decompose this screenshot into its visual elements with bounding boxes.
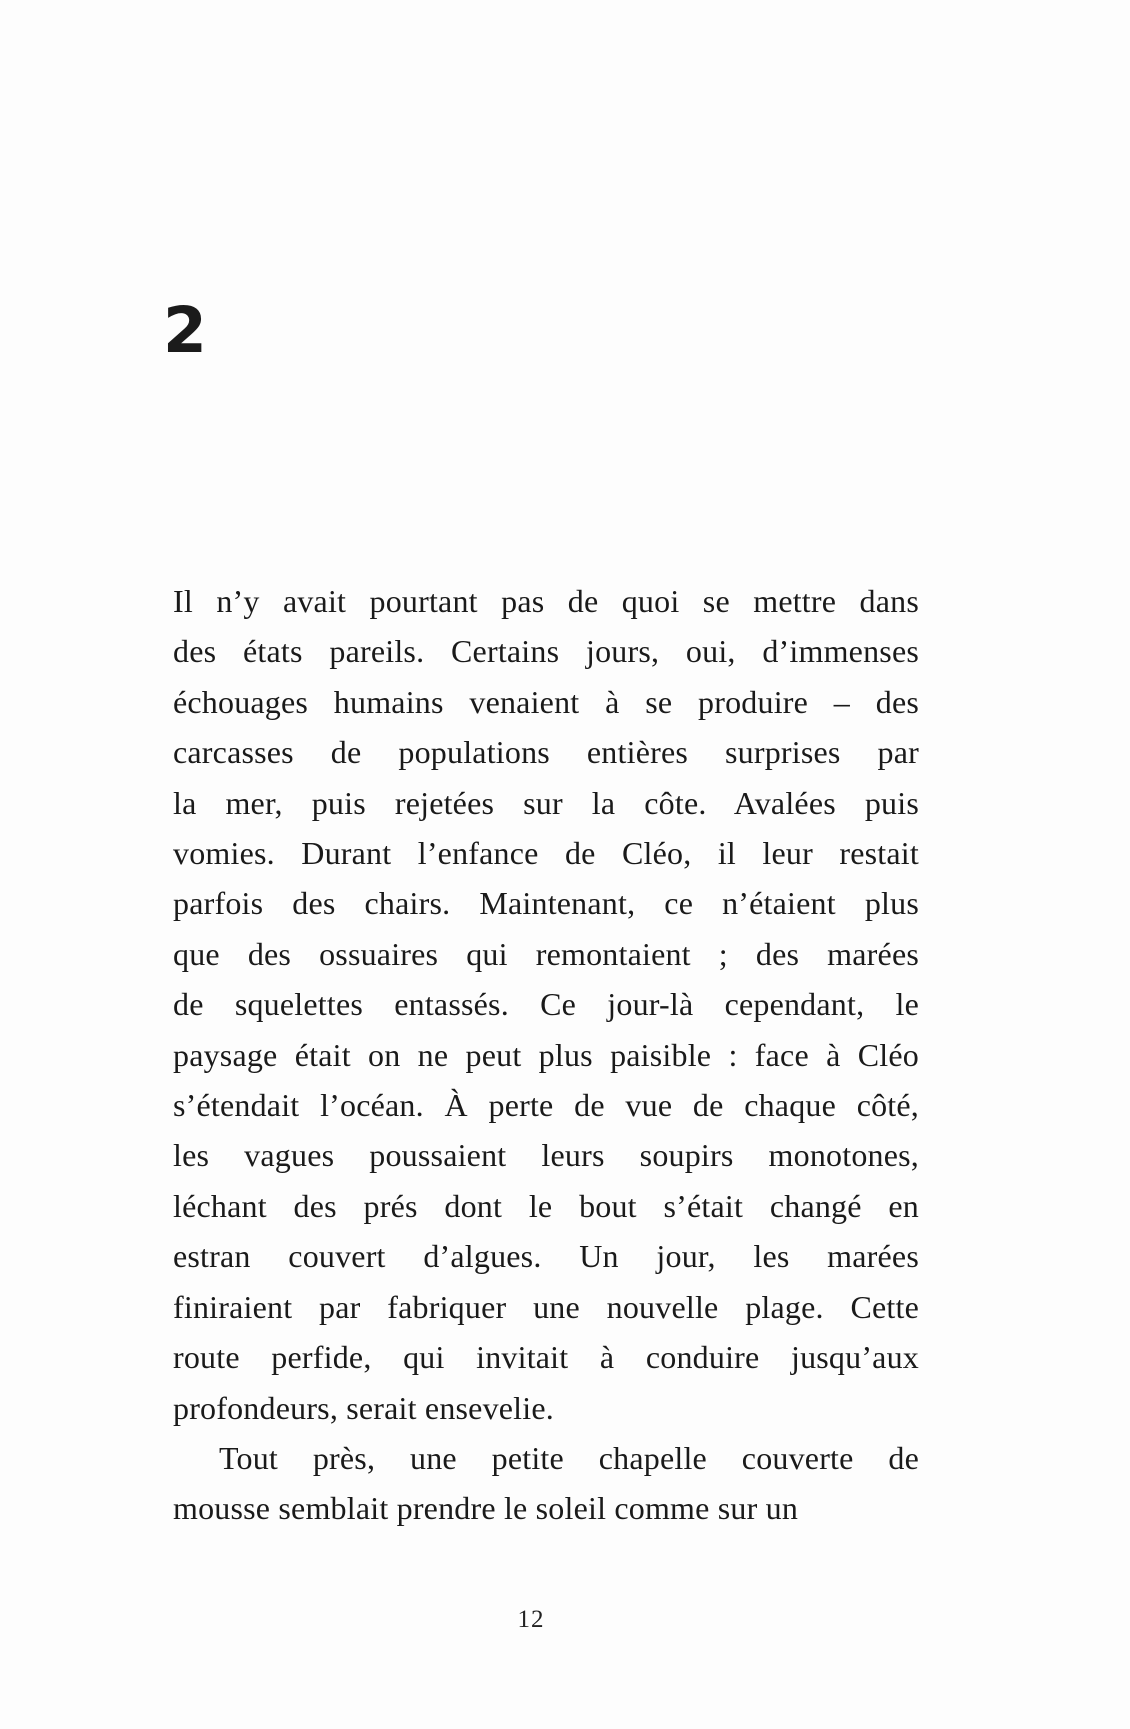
text-line: vomies. Durant l’enfance de Cléo, il leur restait <box>173 835 919 872</box>
text-line: que des ossuaires qui remontaient ; des marées <box>173 935 919 972</box>
text-line-paragraph-start: Tout près, une petite chapelle couverte de <box>219 1439 919 1476</box>
text-line-paragraph-end: profondeurs, serait ensevelie. <box>173 1389 554 1426</box>
page-number: 12 <box>517 1606 545 1633</box>
text-line: mousse semblait prendre le soleil comme sur un <box>173 1490 799 1527</box>
text-line: des états pareils. Certains jours, oui, d’immenses <box>173 633 919 670</box>
text-line: finiraient par fabriquer une nouvelle plage. Cette <box>173 1288 919 1325</box>
body-text-block <box>173 576 919 1534</box>
text-line: léchant des prés dont le bout s’était changé en <box>173 1187 919 1224</box>
text-line: les vagues poussaient leurs soupirs monotones, <box>173 1137 919 1174</box>
text-line: la mer, puis rejetées sur la côte. Avalées puis <box>173 784 919 821</box>
text-line: route perfide, qui invitait à conduire jusqu’aux <box>173 1339 919 1376</box>
text-line: s’étendait l’océan. À perte de vue de chaque côté, <box>173 1087 919 1124</box>
text-line: échouages humains venaient à se produire – des <box>173 683 919 720</box>
text-line: estran couvert d’algues. Un jour, les marées <box>173 1238 919 1275</box>
text-line: de squelettes entassés. Ce jour-là cependant, le <box>173 986 919 1023</box>
text-line: Il n’y avait pourtant pas de quoi se mettre dans <box>173 583 919 619</box>
chapter-number: 2 <box>163 294 207 367</box>
text-line: parfois des chairs. Maintenant, ce n’étaient plus <box>173 885 919 922</box>
text-line: carcasses de populations entières surprises par <box>173 734 919 771</box>
text-line: paysage était on ne peut plus paisible : face à Cléo <box>173 1036 919 1073</box>
